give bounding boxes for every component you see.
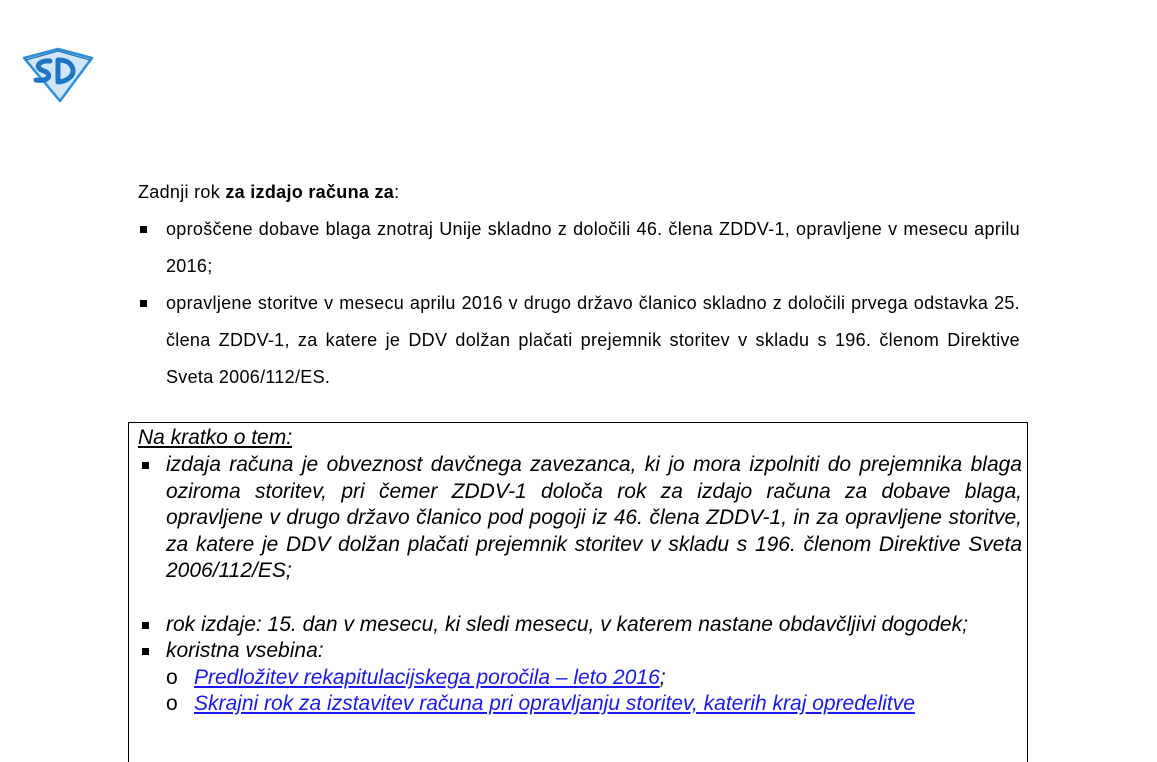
link-suffix: ;	[659, 665, 666, 689]
summary-box	[128, 422, 1028, 762]
summary-list	[138, 452, 1022, 718]
summary-item-text: koristna vsebina:	[166, 639, 324, 662]
link-item	[166, 665, 1022, 692]
circle-bullet-icon: o	[166, 665, 178, 689]
circle-bullet-icon: o	[166, 692, 178, 715]
list-item	[138, 612, 1022, 639]
square-bullet-icon	[142, 462, 149, 469]
square-bullet-icon	[140, 226, 147, 233]
link-skrajni-rok[interactable]: Skrajni rok za izstavitev računa pri opravljanju storitev, katerih kraj opredelitve	[194, 692, 915, 715]
bullet-text: oproščene dobave blaga znotraj Unije skladno z določili 46. člena ZDDV-1, opravljene v mesecu aprilu 2016;	[166, 219, 1020, 276]
summary-item-text: izdaja računa je obveznost davčnega zavezanca, ki jo mora izpolniti do prejemnika blaga oziroma storitev, pri čemer ZDDV-1 določa rok za izdajo računa za dobave blaga, opravljene v drugo državo članico pod pogoji iz 46. člena ZDDV-1, in za opravljene storitve, za katere je DDV dolžan plačati prejemnik storitev v skladu s 196. členom Direktive Sveta 2006/112/ES;	[166, 453, 1022, 582]
intro-section	[138, 174, 1020, 396]
list-item	[138, 638, 1022, 718]
list-item	[138, 452, 1022, 585]
list-item	[138, 285, 1020, 396]
sd-logo-icon	[20, 46, 96, 104]
lead-suffix: :	[394, 182, 400, 202]
bullet-text: opravljene storitve v mesecu aprilu 2016 v drugo državo članico skladno z določili prvega odstavka 25. člena ZDDV-1, za katere je DDV dolžan plačati prejemnik storitev v skladu s 196. členom Direktive Sveta 2006/112/ES.	[166, 293, 1020, 387]
square-bullet-icon	[140, 300, 147, 307]
link-rekapitulacijsko-porocilo[interactable]: Predložitev rekapitulacijskega poročila – leto 2016	[194, 665, 660, 689]
list-item	[138, 211, 1020, 285]
lead-bold: za izdajo računa za	[225, 182, 395, 202]
square-bullet-icon	[142, 622, 149, 629]
square-bullet-icon	[142, 648, 149, 655]
intro-bullet-list	[138, 211, 1020, 396]
link-item	[166, 691, 1022, 718]
lead-prefix: Zadnji rok	[138, 182, 226, 202]
summary-item-text: rok izdaje: 15. dan v mesecu, ki sledi mesecu, v katerem nastane obdavčljivi dogodek;	[166, 612, 968, 636]
link-list	[166, 665, 1022, 718]
summary-title: Na kratko o tem:	[138, 426, 293, 449]
intro-lead	[138, 174, 1020, 211]
